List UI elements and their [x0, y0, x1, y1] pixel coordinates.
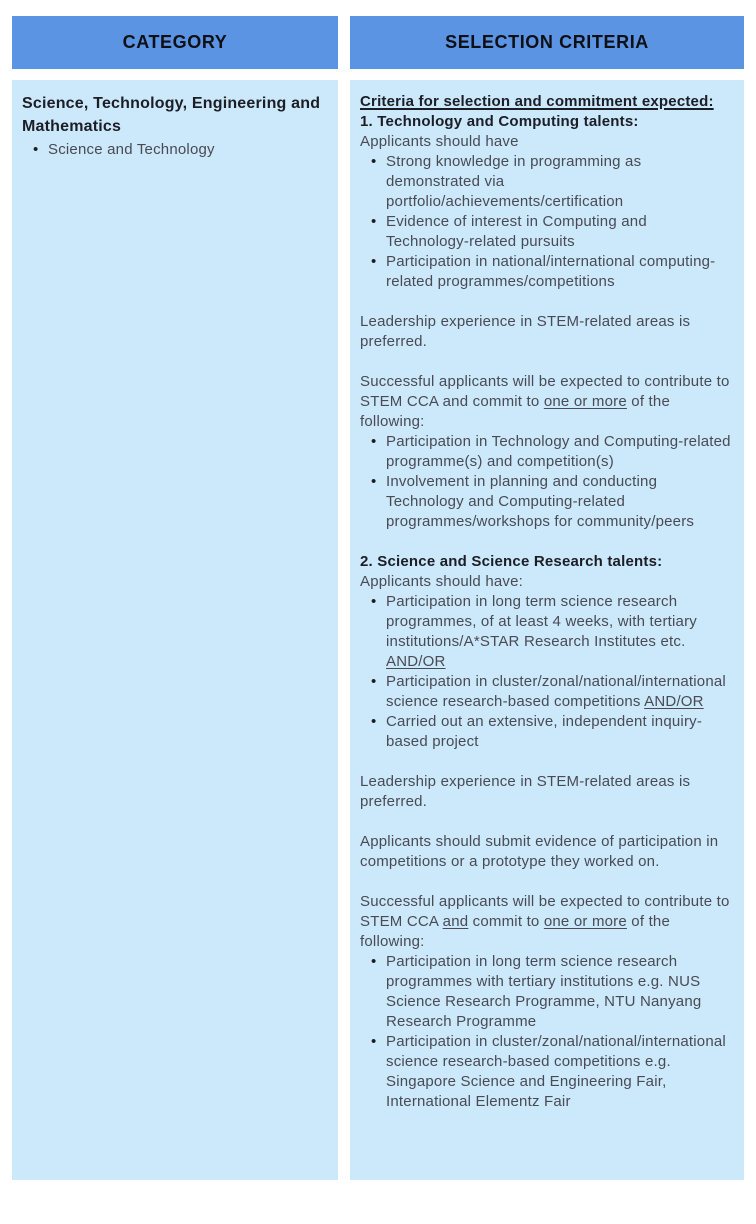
text-segment: Participation in cluster/zonal/national/international science research-based competitions e.g. Singapore Science and Engineering Fair, International Elementz Fair	[386, 1033, 726, 1110]
bullet-item	[360, 1032, 734, 1112]
bullet-item	[360, 252, 734, 292]
criteria-content	[360, 92, 734, 1112]
column-header-category-label: CATEGORY	[122, 32, 228, 52]
criteria-bullet-list	[360, 592, 734, 752]
text-segment: of the following:	[360, 393, 671, 430]
paragraph-spacer	[360, 352, 734, 372]
criteria-subheading: 2. Science and Science Research talents:	[360, 553, 663, 570]
bullet-item	[360, 472, 734, 532]
paragraph-spacer	[360, 812, 734, 832]
text-segment: Participation in Technology and Computing-related programme(s) and competition(s)	[386, 433, 731, 470]
category-cell	[12, 80, 338, 1180]
criteria-paragraph	[360, 572, 734, 592]
column-header-selection-criteria-label: SELECTION CRITERIA	[445, 32, 649, 52]
category-title: Science, Technology, Engineering and Mathematics	[22, 95, 321, 135]
criteria-subheading: 1. Technology and Computing talents:	[360, 113, 639, 130]
page	[0, 16, 756, 1224]
selection-criteria-table	[12, 16, 744, 1180]
underlined-text: AND/OR	[644, 693, 704, 710]
underlined-text: one or more	[543, 393, 627, 410]
text-segment: Participation in long term science research programmes with tertiary institutions e.g. NUS Science Research Programme, NTU Nanyang Research Programme	[386, 953, 702, 1030]
bullet-item	[360, 432, 734, 472]
text-segment: Applicants should have	[360, 133, 519, 150]
bullet-item	[360, 152, 734, 212]
category-bullet-list	[22, 139, 328, 160]
column-header-category	[12, 16, 338, 69]
text-segment: Evidence of interest in Computing and Technology-related pursuits	[386, 213, 647, 250]
text-segment: Applicants should submit evidence of participation in competitions or a prototype they worked on.	[360, 833, 719, 870]
paragraph-spacer	[360, 292, 734, 312]
text-segment: Strong knowledge in programming as demonstrated via portfolio/achievements/certification	[386, 153, 642, 210]
text-segment: commit to	[468, 913, 544, 930]
underlined-text: AND/OR	[386, 653, 446, 670]
underlined-text: and	[442, 913, 469, 930]
text-segment: of the following:	[360, 913, 671, 950]
text-segment: Successful applicants will be expected to contribute to STEM CCA and commit to	[360, 373, 730, 410]
underlined-text: one or more	[543, 913, 627, 930]
criteria-paragraph	[360, 132, 734, 152]
text-segment: Successful applicants will be expected to contribute to STEM CCA	[360, 893, 730, 930]
paragraph-spacer	[360, 532, 734, 552]
text-segment: Leadership experience in STEM-related areas is preferred.	[360, 773, 691, 810]
paragraph-spacer	[360, 752, 734, 772]
text-segment: Carried out an extensive, independent inquiry-based project	[386, 713, 703, 750]
bullet-item	[360, 212, 734, 252]
criteria-paragraph	[360, 892, 734, 952]
text-segment: Applicants should have:	[360, 573, 524, 590]
criteria-bullet-list	[360, 952, 734, 1112]
bullet-item	[360, 592, 734, 672]
bullet-item	[360, 712, 734, 752]
criteria-bullet-list	[360, 432, 734, 532]
criteria-cell	[350, 80, 744, 1180]
bullet-item	[360, 952, 734, 1032]
text-segment: Involvement in planning and conducting Technology and Computing-related programmes/workshops for community/peers	[386, 473, 695, 530]
criteria-title: Criteria for selection and commitment expected:	[360, 93, 714, 110]
bullet-item	[360, 672, 734, 712]
text-segment: Leadership experience in STEM-related areas is preferred.	[360, 313, 691, 350]
criteria-paragraph	[360, 832, 734, 872]
text-segment: Participation in cluster/zonal/national/international science research-based competitions	[386, 673, 726, 710]
text-segment: Participation in national/international computing-related programmes/competitions	[386, 253, 716, 290]
criteria-paragraph	[360, 772, 734, 812]
criteria-paragraph	[360, 312, 734, 352]
paragraph-spacer	[360, 872, 734, 892]
text-segment: Participation in long term science research programmes, of at least 4 weeks, with tertiary institutions/A*STAR Research Institutes etc.	[386, 593, 697, 650]
column-header-selection-criteria	[350, 16, 744, 69]
criteria-paragraph	[360, 372, 734, 432]
criteria-bullet-list	[360, 152, 734, 292]
category-bullet-item: • Science and Technology	[22, 139, 328, 160]
